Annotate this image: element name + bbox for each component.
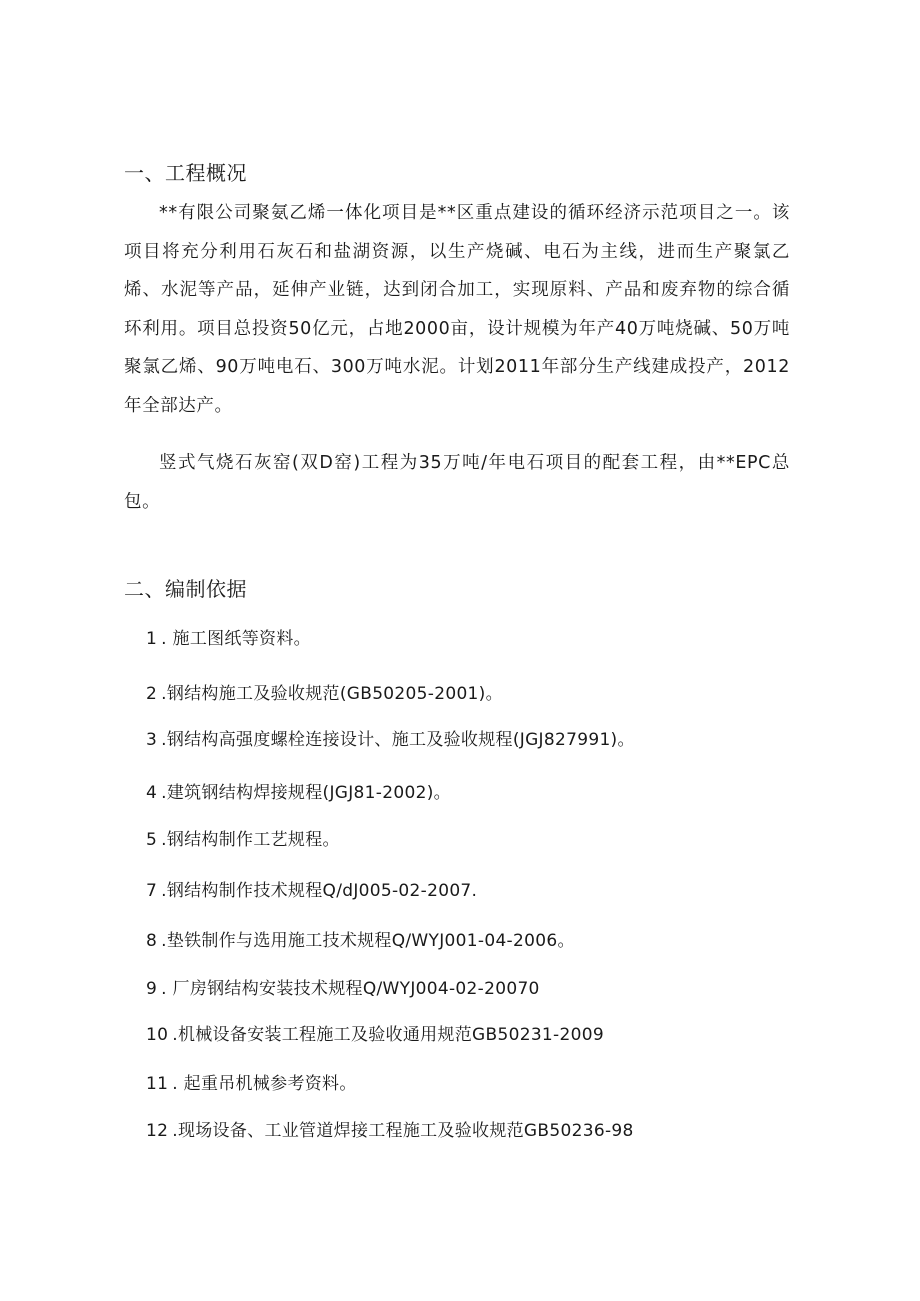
overview-paragraph: **有限公司聚氨乙烯一体化项目是**区重点建设的循环经济示范项目之一。该项目将充分利用石灰石和盐湖资源，以生产烧碱、电石为主线，进而生产聚氯乙烯、水泥等产品，延伸产业链，达到闭合加工，实现原料、产品和废弃物的综合循环利用。项目总投资50亿元，占地2000亩，设计规模为年产40万吨烧碱、50万吨聚氯乙烯、90万吨电石、300万吨水泥。计划2011年部分生产线建成投产，2012年全部达产。 <box>124 203 790 416</box>
list-item-number: 8 <box>146 931 158 951</box>
list-item-text: . 起重吊机械参考资料。 <box>172 1074 357 1094</box>
list-item <box>146 1069 357 1094</box>
list-item-text: .建筑钢结构焊接规程(JGJ81-2002)。 <box>161 783 451 803</box>
list-item <box>146 825 340 850</box>
list-item-text: . 厂房钢结构安装技术规程Q/WYJ004-02-20070 <box>161 979 540 999</box>
list-item <box>146 1116 634 1141</box>
list-item <box>146 624 311 649</box>
list-item-text: .现场设备、工业管道焊接工程施工及验收规范GB50236-98 <box>172 1121 634 1141</box>
list-item-text: .垫铁制作与选用施工技术规程Q/WYJ001-04-2006。 <box>161 931 575 951</box>
list-item-text: . 施工图纸等资料。 <box>161 629 311 649</box>
list-item <box>146 1020 604 1045</box>
section-heading-overview: 一、工程概况 <box>124 161 247 185</box>
list-item <box>146 876 477 901</box>
scope-paragraph: 竖式气烧石灰窑(双D窑)工程为35万吨/年电石项目的配套工程，由**EPC总包。 <box>124 453 790 512</box>
list-item-number: 9 <box>146 979 158 999</box>
list-item-number: 10 <box>146 1025 169 1045</box>
list-item-text: .钢结构制作工艺规程。 <box>161 830 340 850</box>
list-item-number: 5 <box>146 830 158 850</box>
list-item-number: 4 <box>146 783 158 803</box>
list-item-text: .钢结构施工及验收规范(GB50205-2001)。 <box>161 684 503 704</box>
list-item-number: 1 <box>146 629 158 649</box>
list-item <box>146 778 451 803</box>
list-item-number: 11 <box>146 1074 169 1094</box>
list-item-number: 7 <box>146 881 158 901</box>
list-item <box>146 725 635 750</box>
list-item-text: .钢结构高强度螺栓连接设计、施工及验收规程(JGJ827991)。 <box>161 730 635 750</box>
list-item-text: .机械设备安装工程施工及验收通用规范GB50231-2009 <box>172 1025 604 1045</box>
list-item <box>146 679 503 704</box>
list-item-number: 12 <box>146 1121 169 1141</box>
list-item-number: 2 <box>146 684 158 704</box>
list-item-text: .钢结构制作技术规程Q/dJ005-02-2007. <box>161 881 478 901</box>
section-heading-basis: 二、编制依据 <box>124 577 247 601</box>
list-item <box>146 974 540 999</box>
list-item-number: 3 <box>146 730 158 750</box>
list-item <box>146 926 575 951</box>
